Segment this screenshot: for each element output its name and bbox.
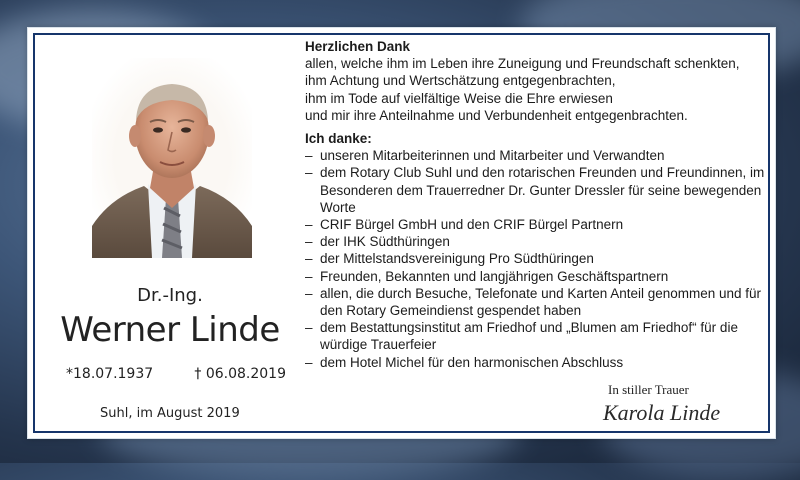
list-item: – Freunden, Bekannten und langjährigen Geschäftspartnern bbox=[305, 268, 669, 284]
thanks-heading: Herzlichen Dank bbox=[305, 39, 411, 54]
thanks-line: ihm im Tode auf vielfältige Weise die Ehre erwiesen bbox=[305, 90, 613, 106]
deceased-name: Werner Linde bbox=[60, 310, 280, 350]
list-item: – allen, die durch Besuche, Telefonate und Karten Anteil genommen und für den Rotary Gemeindienst gespendet haben bbox=[305, 285, 762, 319]
thanks-line: ihm Achtung und Wertschätzung entgegenbrachten, bbox=[305, 73, 616, 89]
portrait-illustration bbox=[92, 58, 252, 258]
signature: Karola Linde bbox=[603, 400, 721, 425]
list-item: – dem Rotary Club Suhl und den rotarischen Freunden und Freundinnen, im Besonderen dem Trauerredner Dr. Gunter Dressler für seine bewegenden Worte bbox=[305, 165, 765, 215]
list-item: – CRIF Bürgel GmbH und den CRIF Bürgel Partnern bbox=[305, 217, 624, 233]
life-dates bbox=[66, 366, 286, 382]
list-item: – dem Hotel Michel für den harmonischen Abschluss bbox=[305, 354, 624, 370]
list-heading: Ich danke: bbox=[305, 131, 372, 147]
portrait-photo bbox=[92, 58, 252, 258]
academic-title: Dr.-Ing. bbox=[137, 285, 203, 306]
thanks-line: und mir ihre Anteilnahme und Verbundenheit entgegenbrachten. bbox=[305, 107, 688, 123]
obituary-card bbox=[27, 27, 776, 439]
thanks-line: allen, welche ihm im Leben ihre Zuneigung und Freundschaft schenkten, bbox=[305, 56, 740, 72]
closing-label: In stiller Trauer bbox=[608, 382, 689, 397]
thanks-text bbox=[305, 38, 765, 371]
list-item: – dem Bestattungsinstitut am Friedhof und „Blumen am Friedhof“ für die würdige Trauerfeier bbox=[305, 320, 738, 353]
list-item: – der Mittelstandsvereinigung Pro Südthüringen bbox=[305, 251, 594, 267]
birth-date: *18.07.1937 bbox=[66, 366, 154, 382]
list-item: – der IHK Südthüringen bbox=[305, 234, 450, 250]
place-and-date: Suhl, im August 2019 bbox=[100, 406, 240, 421]
list-item: – unseren Mitarbeiterinnen und Mitarbeiter und Verwandten bbox=[305, 148, 665, 164]
death-date: † 06.08.2019 bbox=[194, 366, 286, 382]
